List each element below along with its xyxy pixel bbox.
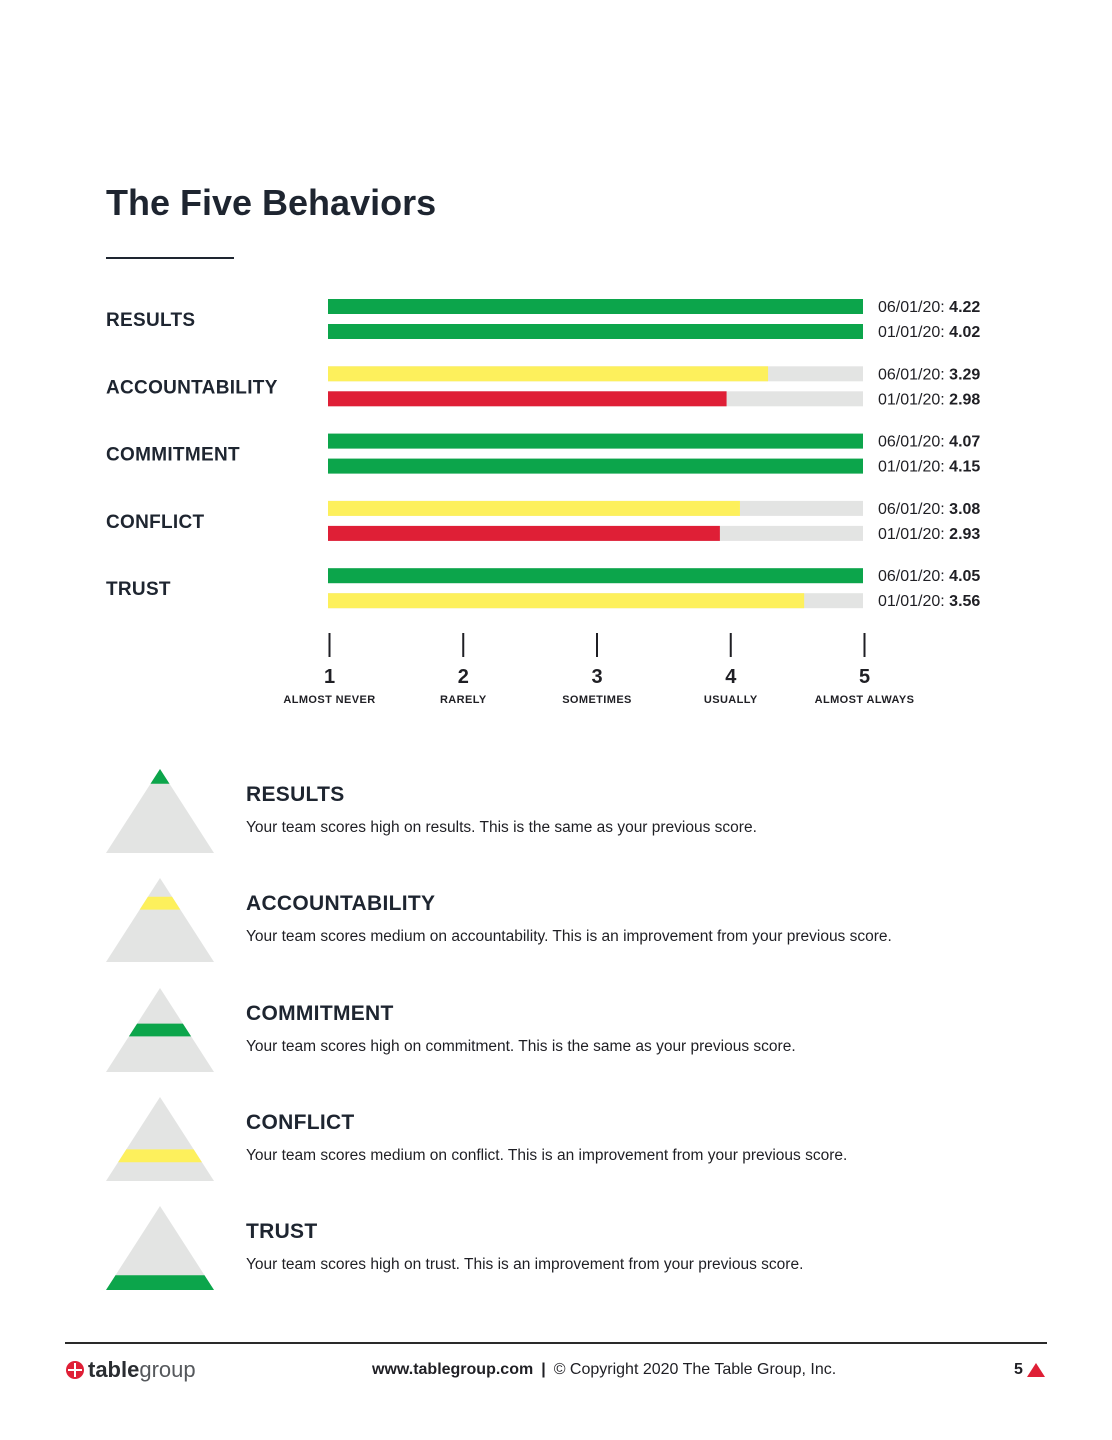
score-value: 4.05 xyxy=(949,568,981,586)
pyramid-icon xyxy=(106,878,214,962)
score-value: 2.93 xyxy=(949,525,981,543)
behavior-results xyxy=(106,783,1006,879)
pyramid-shape xyxy=(106,878,214,962)
tick-mark xyxy=(864,633,866,657)
tick-label: 4 xyxy=(725,666,737,688)
footer-info xyxy=(372,1361,836,1379)
behavior-title: RESULTS xyxy=(246,783,345,806)
pyramid-icon xyxy=(106,769,214,853)
bar-results-0 xyxy=(328,299,863,314)
bar-trust-0 xyxy=(328,568,863,583)
pyramid-level-band xyxy=(129,1024,191,1037)
score-value: 4.15 xyxy=(949,458,981,476)
footer-url[interactable]: www.tablegroup.com xyxy=(372,1361,534,1378)
bar-commitment-1 xyxy=(328,459,863,474)
pyramid-shape xyxy=(106,1097,214,1181)
series-name: 06/01/20 xyxy=(878,500,941,518)
series-name: 01/01/20 xyxy=(878,391,941,409)
behavior-trust xyxy=(106,1220,1006,1316)
tick-mark xyxy=(596,633,598,657)
category-label: RESULTS xyxy=(106,310,196,331)
tick-label: 1 xyxy=(323,666,336,688)
red-triangle-icon xyxy=(1027,1363,1045,1377)
behavior-description: Your team scores high on results. This is the same as your previous score. xyxy=(246,819,757,836)
behavior-accountability xyxy=(106,892,1006,988)
pyramid-icon xyxy=(106,1097,214,1181)
score-value: 4.22 xyxy=(949,299,981,316)
page-number-text: 5 xyxy=(1014,1361,1023,1378)
series-name: 01/01/20 xyxy=(878,593,941,611)
category-label: CONFLICT xyxy=(106,511,205,533)
crosshair-logo-icon xyxy=(65,1360,85,1380)
tick-mark xyxy=(462,633,464,657)
score-label: 06/01/20: 4.07 xyxy=(878,433,981,451)
bar-results-1 xyxy=(328,324,863,339)
tick-sublabel: USUALLY xyxy=(703,694,758,706)
page-title: The Five Behaviors xyxy=(106,182,437,223)
behavior-conflict xyxy=(106,1111,1006,1207)
tick-label: 3 xyxy=(591,666,603,688)
tick-sublabel: SOMETIMES xyxy=(562,694,632,706)
behavior-title: TRUST xyxy=(246,1220,318,1243)
page-number xyxy=(1014,1361,1045,1379)
score-label: 01/01/20: 4.15 xyxy=(878,458,981,476)
tick-sublabel: RARELY xyxy=(439,694,487,706)
behavior-description: Your team scores high on trust. This is an improvement from your previous score. xyxy=(246,1256,804,1273)
tick-label: 5 xyxy=(858,666,871,688)
score-label: 01/01/20: 2.93 xyxy=(878,525,981,543)
score-label: 01/01/20: 4.02 xyxy=(878,324,981,341)
series-name: 06/01/20 xyxy=(878,568,941,586)
footer-divider xyxy=(65,1342,1047,1344)
logo-text-light: group xyxy=(139,1357,196,1382)
bar-conflict-1 xyxy=(328,526,720,541)
footer-copyright: © Copyright 2020 The Table Group, Inc. xyxy=(553,1361,837,1378)
bar-trust-1 xyxy=(328,593,804,608)
tick-label: 2 xyxy=(457,666,469,688)
pyramid-level-band xyxy=(150,769,169,784)
behavior-title: COMMITMENT xyxy=(246,1002,394,1025)
footer-separator: | xyxy=(541,1361,546,1378)
score-value: 3.08 xyxy=(949,500,981,518)
bar-commitment-0 xyxy=(328,434,863,449)
series-name: 06/01/20 xyxy=(878,299,941,316)
pyramid-level-band xyxy=(140,897,181,910)
score-value: 4.02 xyxy=(949,324,981,341)
bar-accountability-0 xyxy=(328,366,768,381)
behavior-description: Your team scores medium on accountability. This is an improvement from your previous score. xyxy=(246,928,892,945)
category-label: TRUST xyxy=(106,579,171,601)
score-value: 2.98 xyxy=(949,391,981,409)
pyramid-icon xyxy=(106,988,214,1072)
score-label: 01/01/20: 3.56 xyxy=(878,593,981,611)
score-value: 3.29 xyxy=(949,366,981,384)
score-value: 4.07 xyxy=(949,433,981,451)
pyramid-level-band xyxy=(118,1149,202,1162)
behavior-commitment xyxy=(106,1002,1006,1098)
score-label: 01/01/20: 2.98 xyxy=(878,391,981,409)
behavior-description: Your team scores medium on conflict. This is an improvement from your previous score. xyxy=(246,1147,848,1164)
score-label: 06/01/20: 3.29 xyxy=(878,366,981,384)
category-label: COMMITMENT xyxy=(106,444,240,466)
series-name: 01/01/20 xyxy=(878,525,941,543)
bar-accountability-1 xyxy=(328,391,727,406)
score-label: 06/01/20: 4.05 xyxy=(878,568,981,586)
series-name: 06/01/20 xyxy=(878,366,941,384)
pyramid-icon xyxy=(106,1206,214,1290)
tick-sublabel: ALMOST ALWAYS xyxy=(814,694,915,706)
tick-sublabel: ALMOST NEVER xyxy=(283,694,376,706)
behavior-description: Your team scores high on commitment. This is the same as your previous score. xyxy=(246,1038,796,1055)
bar-conflict-0 xyxy=(328,501,740,516)
series-name: 06/01/20 xyxy=(878,433,941,451)
score-value: 3.56 xyxy=(949,593,981,611)
behavior-title: CONFLICT xyxy=(246,1111,355,1134)
behavior-title: ACCOUNTABILITY xyxy=(246,892,436,915)
score-label: 06/01/20: 3.08 xyxy=(878,500,981,518)
tick-mark xyxy=(329,633,331,657)
tick-mark xyxy=(730,633,732,657)
category-label: ACCOUNTABILITY xyxy=(106,377,278,399)
series-name: 01/01/20 xyxy=(878,458,941,476)
pyramid-level-band xyxy=(106,1275,214,1290)
series-name: 01/01/20 xyxy=(878,324,941,341)
score-label: 06/01/20: 4.22 xyxy=(878,299,981,316)
table-group-logo xyxy=(65,1356,196,1384)
logo-text-bold: table xyxy=(88,1357,140,1382)
